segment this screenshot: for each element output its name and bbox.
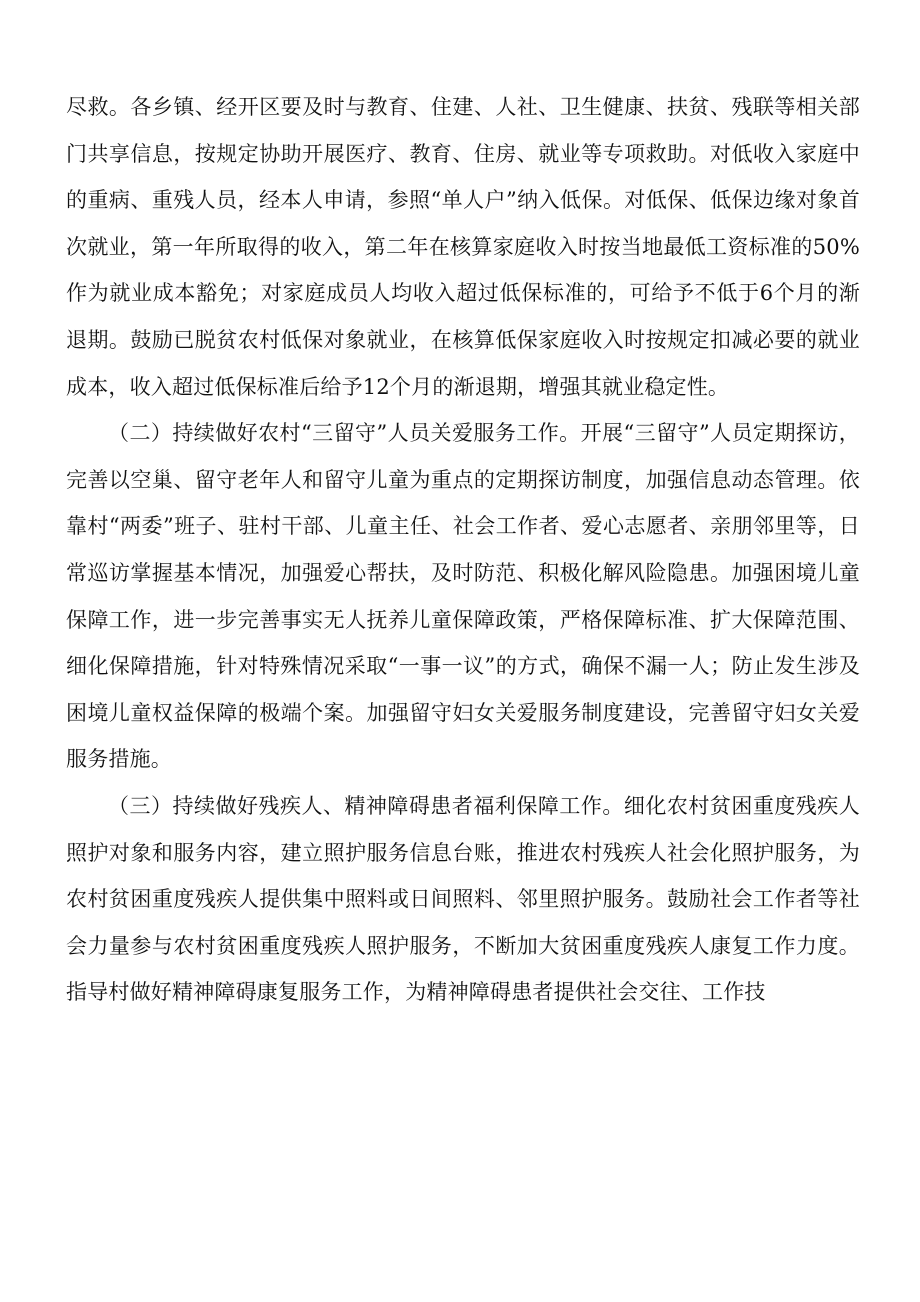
paragraph-section-three: （三）持续做好残疾人、精神障碍患者福利保障工作。细化农村贫困重度残疾人照护对象和服务内容，建立照护服务信息台账，推进农村残疾人社会化照护服务，为农村贫困重度残疾人提供集中照料或日间照料、邻里照护服务。鼓励社会工作者等社会力量参与农村贫困重度残疾人照护服务，不断加大贫困重度残疾人康复工作力度。指导村做好精神障碍康复服务工作，为精神障碍患者提供社会交往、工作技: [66, 793, 860, 1005]
paragraph-section-two: （二）持续做好农村“三留守”人员关爱服务工作。开展“三留守”人员定期探访，完善以空巢、留守老年人和留守儿童为重点的定期探访制度，加强信息动态管理。依靠村“两委”班子、驻村干部、儿童主任、社会工作者、爱心志愿者、亲朋邻里等，日常巡访掌握基本情况，加强爱心帮扶，及时防范、积极化解风险隐患。加强困境儿童保障工作，进一步完善事实无人抚养儿童保障政策，严格保障标准、扩大保障范围、细化保障措施，针对特殊情况采取“一事一议”的方式，确保不漏一人；防止发生涉及困境儿童权益保障的极端个案。加强留守妇女关爱服务制度建设，完善留守妇女关爱服务措施。: [66, 421, 860, 772]
paragraph-continuation: 尽救。各乡镇、经开区要及时与教育、住建、人社、卫生健康、扶贫、残联等相关部门共享信息，按规定协助开展医疗、教育、住房、就业等专项救助。对低收入家庭中的重病、重残人员，经本人申请，参照“单人户”纳入低保。对低保、低保边缘对象首次就业，第一年所取得的收入，第二年在核算家庭收入时按当地最低工资标准的50%作为就业成本豁免；对家庭成员人均收入超过低保标准的，可给予不低于6个月的渐退期。鼓励已脱贫农村低保对象就业，在核算低保家庭收入时按规定扣减必要的就业成本，收入超过低保标准后给予12个月的渐退期，增强其就业稳定性。: [66, 95, 860, 399]
document-body: [66, 84, 860, 1016]
